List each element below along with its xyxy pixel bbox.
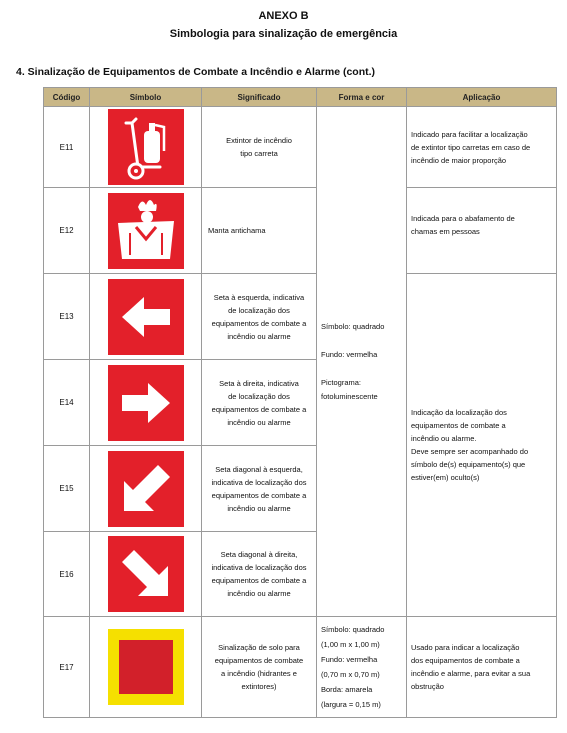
application-cell: Indicada para o abafamento de chamas em pessoas — [407, 188, 557, 274]
code-cell: E15 — [44, 446, 90, 532]
meaning-cell: Extintor de incêndio tipo carreta — [202, 107, 317, 188]
meaning-cell: Manta antichama — [202, 188, 317, 274]
annex-subtitle: Simbologia para sinalização de emergência — [169, 28, 398, 40]
col-header-aplicacao: Aplicação — [407, 88, 557, 107]
table-row — [44, 617, 557, 718]
symbol-cell — [90, 617, 202, 718]
fire-blanket-icon — [108, 193, 184, 269]
application-cell: Indicado para facilitar a localização de extintor tipo carretas em caso de incêndio de maior proporção — [407, 107, 557, 188]
code-cell: E16 — [44, 532, 90, 617]
code-cell: E11 — [44, 107, 90, 188]
fire-extinguisher-cart-icon — [108, 109, 184, 185]
symbol-cell — [90, 188, 202, 274]
col-header-codigo: Código — [44, 88, 90, 107]
symbol-cell — [90, 446, 202, 532]
table-row — [44, 107, 557, 188]
application-cell: Indicação da localização dos equipamentos de combate a incêndio ou alarme. Deve sempre ser acompanhado do símbolo de(s) equipamento(s) que estiver(em) oculto(s) — [407, 274, 557, 617]
shape-color-cell: Símbolo: quadrado Fundo: vermelha Pictograma: fotoluminescente — [317, 107, 407, 617]
arrow-left-icon — [108, 279, 184, 355]
meaning-cell: Seta à direita, indicativa de localização dos equipamentos de combate a incêndio ou alarme — [202, 360, 317, 446]
col-header-simbolo: Símbolo — [90, 88, 202, 107]
symbol-cell — [90, 274, 202, 360]
code-cell: E17 — [44, 617, 90, 718]
meaning-cell: Seta diagonal à direita, indicativa de localização dos equipamentos de combate a incêndio ou alarme — [202, 532, 317, 617]
symbol-cell — [90, 360, 202, 446]
meaning-cell: Seta à esquerda, indicativa de localização dos equipamentos de combate a incêndio ou alarme — [202, 274, 317, 360]
symbol-cell — [90, 532, 202, 617]
arrow-down-right-icon — [108, 536, 184, 612]
section-title: 4. Sinalização de Equipamentos de Combate a Incêndio e Alarme (cont.) — [16, 66, 376, 78]
code-cell: E12 — [44, 188, 90, 274]
floor-marking-icon — [108, 629, 184, 705]
table-row — [44, 274, 557, 360]
table-row — [44, 188, 557, 274]
symbology-table — [43, 87, 557, 718]
arrow-right-icon — [108, 365, 184, 441]
shape-color-cell: Símbolo: quadrado (1,00 m x 1,00 m) Fundo: vermelha (0,70 m x 0,70 m) Borda: amarela (largura = 0,15 m) — [317, 617, 407, 718]
col-header-significado: Significado — [202, 88, 317, 107]
code-cell: E14 — [44, 360, 90, 446]
meaning-cell: Seta diagonal à esquerda, indicativa de localização dos equipamentos de combate a incêndio ou alarme — [202, 446, 317, 532]
symbol-cell — [90, 107, 202, 188]
arrow-down-left-icon — [108, 451, 184, 527]
application-cell: Usado para indicar a localização dos equipamentos de combate a incêndio e alarme, para evitar a sua obstrução — [407, 617, 557, 718]
annex-title: ANEXO B — [258, 10, 309, 22]
col-header-forma: Forma e cor — [317, 88, 407, 107]
table-header-row — [44, 88, 557, 107]
meaning-cell: Sinalização de solo para equipamentos de combate a incêndio (hidrantes e extintores) — [202, 617, 317, 718]
code-cell: E13 — [44, 274, 90, 360]
